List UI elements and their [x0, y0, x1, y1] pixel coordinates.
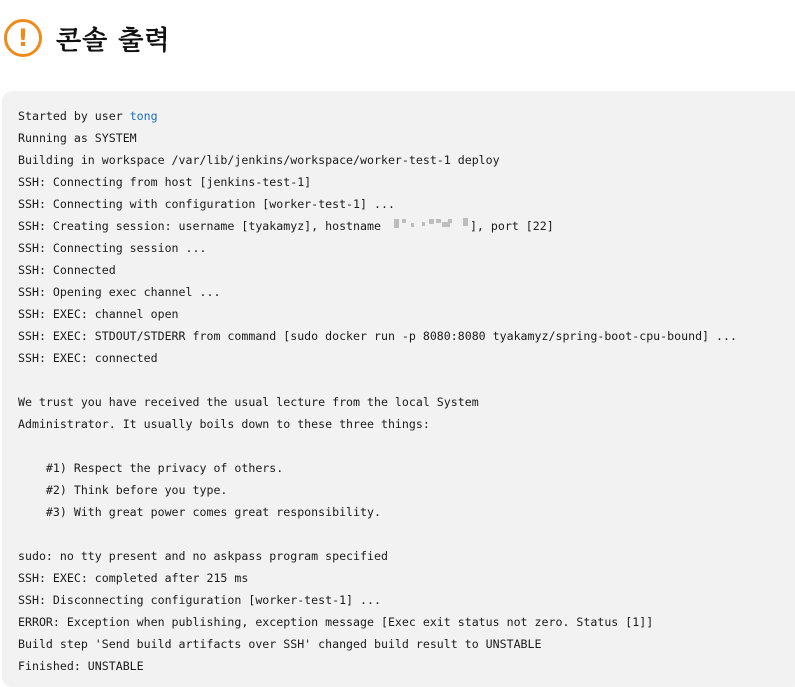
console-line: Building in workspace /var/lib/jenkins/workspace/worker-test-1 deploy — [18, 153, 500, 167]
warning-exclamation-icon: ! — [4, 19, 42, 57]
console-line: #2) Think before you type. — [18, 483, 228, 497]
console-line: ERROR: Exception when publishing, exception message [Exec exit status not zero. Status [1]] — [18, 615, 654, 629]
console-line: Finished: UNSTABLE — [18, 659, 144, 673]
console-line: sudo: no tty present and no askpass program specified — [18, 549, 388, 563]
console-line: SSH: Connecting from host [jenkins-test-1] — [18, 175, 312, 189]
console-line: Running as SYSTEM — [18, 131, 137, 145]
console-line: #3) With great power comes great responsibility. — [18, 505, 381, 519]
console-line — [18, 523, 795, 545]
page-header — [4, 16, 171, 60]
console-line — [18, 215, 795, 237]
console-line: We trust you have received the usual lecture from the local System — [18, 395, 479, 409]
console-line: SSH: Disconnecting configuration [worker-test-1] ... — [18, 593, 381, 607]
user-link[interactable]: tong — [129, 109, 158, 123]
console-line: Administrator. It usually boils down to these three things: — [18, 417, 430, 431]
console-line: SSH: EXEC: STDOUT/STDERR from command [sudo docker run -p 8080:8080 tyakamyz/spring-boot-cpu-bound] ... — [18, 329, 737, 343]
console-line — [18, 369, 795, 391]
console-line: SSH: Connected — [18, 263, 116, 277]
console-line: SSH: EXEC: channel open — [18, 307, 179, 321]
console-line — [18, 435, 795, 457]
redacted-hostname — [388, 218, 470, 232]
started-by-text: Started by user — [18, 109, 130, 123]
console-line: Build step 'Send build artifacts over SSH' changed build result to UNSTABLE — [18, 637, 542, 651]
console-line: SSH: Connecting with configuration [worker-test-1] ... — [18, 197, 395, 211]
console-line: SSH: EXEC: completed after 215 ms — [18, 571, 249, 585]
console-line: SSH: EXEC: connected — [18, 351, 158, 365]
console-line — [18, 105, 795, 127]
console-line: SSH: Opening exec channel ... — [18, 285, 221, 299]
session-port-text: ], port [22] — [469, 219, 554, 233]
page-title: 콘솔 출력 — [56, 25, 171, 56]
console-output — [2, 91, 795, 687]
console-line: SSH: Connecting session ... — [18, 241, 207, 255]
console-line: #1) Respect the privacy of others. — [18, 461, 284, 475]
session-text: SSH: Creating session: username [tyakamyz], hostname — [18, 219, 388, 233]
